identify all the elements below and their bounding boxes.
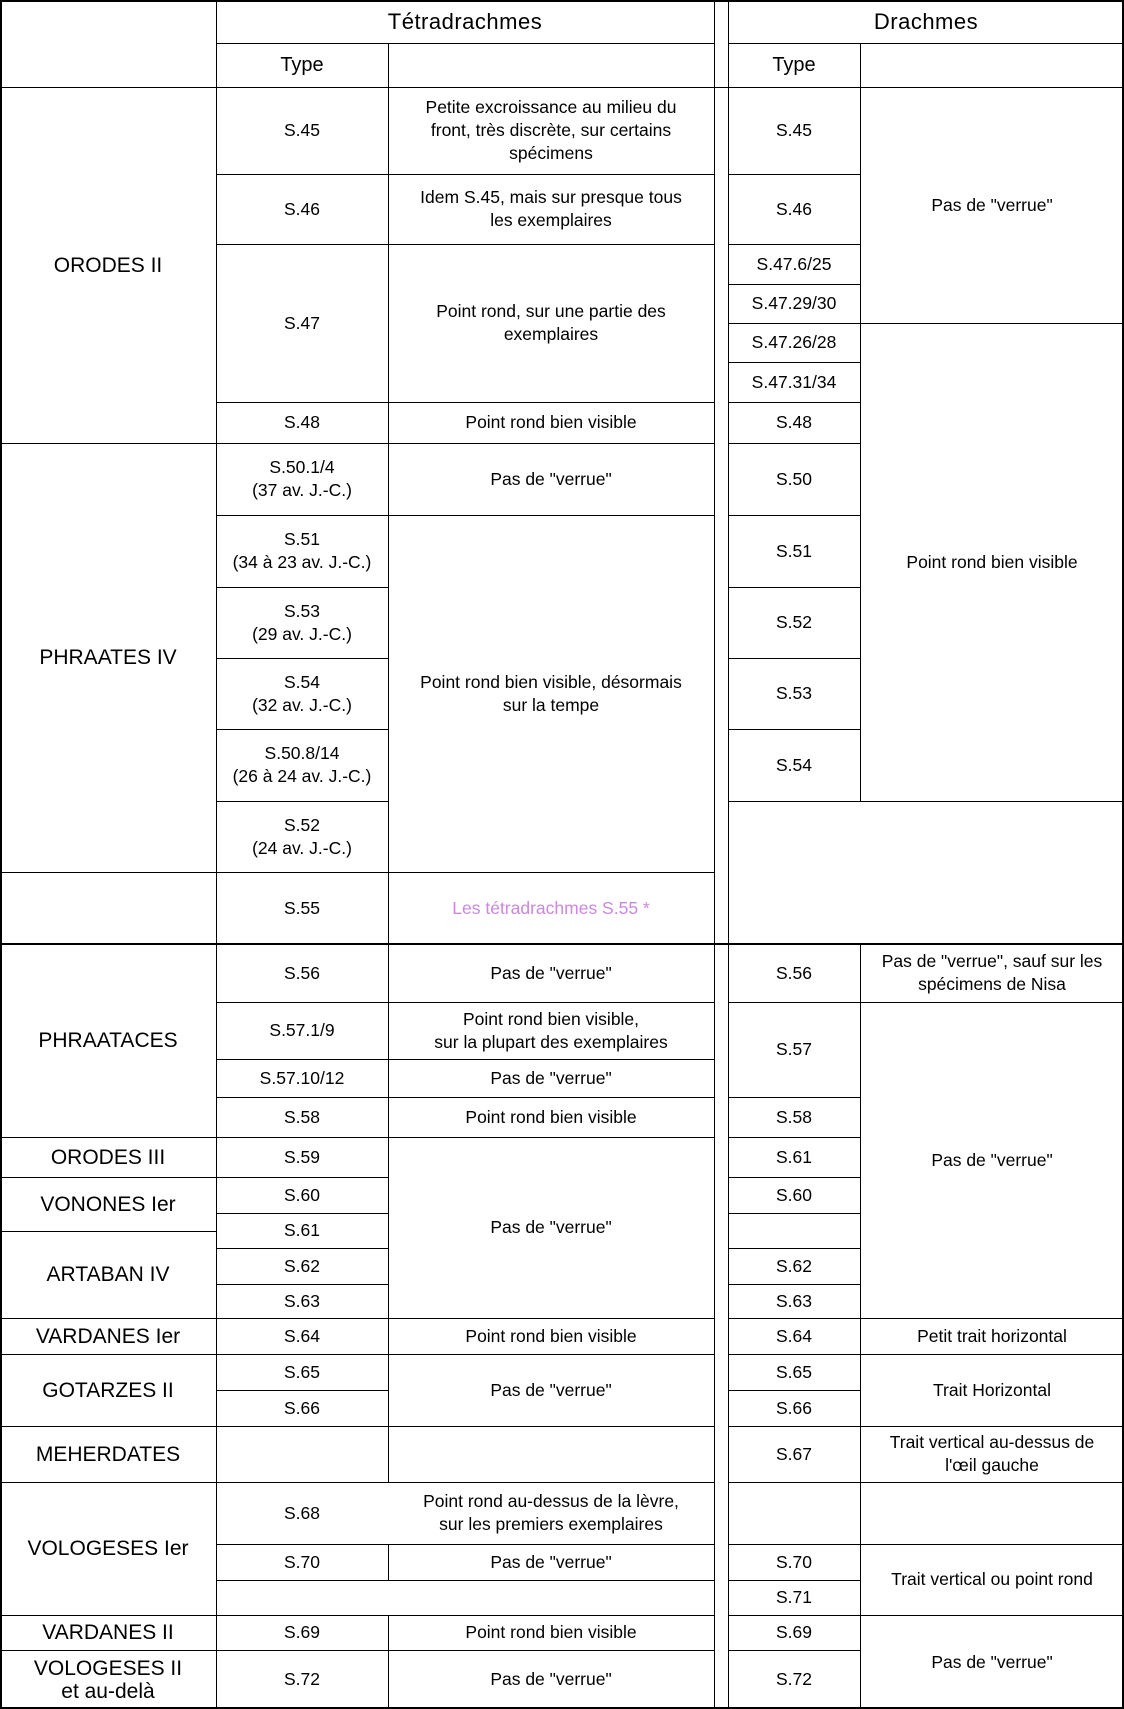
tetra-note-cell-16: Point rond bien visible xyxy=(465,1622,637,1642)
grid-line-h xyxy=(216,1426,388,1427)
tetra-note-cell-10: Point rond bien visible xyxy=(465,1106,637,1127)
grid-line-h xyxy=(216,1318,388,1319)
grid-line-h xyxy=(216,729,388,730)
grid-line-v xyxy=(860,43,861,801)
ruler-cell-5: VONONES Ier xyxy=(40,1192,176,1216)
tetra-type-cell-7: S.54 (32 av. J.-C.) xyxy=(252,671,352,715)
drach-type-cell-14: S.58 xyxy=(776,1106,812,1127)
drach-note-cell-5: Trait Horizontal xyxy=(933,1379,1051,1400)
grid-line-v xyxy=(860,944,861,1709)
grid-line-h xyxy=(216,1354,388,1355)
tetra-note-cell-15: Pas de "verrue" xyxy=(490,1551,612,1572)
grid-line-h xyxy=(216,244,388,245)
ruler-cell-3: PHRAATACES xyxy=(38,1029,178,1052)
header-type-drach: Type xyxy=(772,53,816,76)
grid-line-h xyxy=(388,1650,714,1651)
grid-line-h xyxy=(0,1231,216,1232)
grid-line-h xyxy=(728,729,860,730)
ruler-cell-8: GOTARZES II xyxy=(42,1378,174,1402)
tetra-type-cell-8: S.50.8/14 (26 à 24 av. J.-C.) xyxy=(232,743,372,786)
grid-line-h xyxy=(728,1544,1124,1545)
tetra-type-cell-20: S.64 xyxy=(284,1325,320,1346)
grid-line-h xyxy=(216,1213,388,1214)
grid-line-h xyxy=(216,1248,388,1249)
grid-line-v xyxy=(714,0,715,1709)
tetra-type-cell-11: S.56 xyxy=(284,962,320,983)
drach-note-cell-0: Pas de "verrue" xyxy=(931,194,1053,215)
grid-line-h xyxy=(216,443,388,444)
grid-line-h xyxy=(728,174,860,175)
ruler-cell-6: ARTABAN IV xyxy=(46,1263,170,1286)
grid-line-h xyxy=(728,1002,860,1003)
tetra-type-cell-19: S.63 xyxy=(284,1290,320,1311)
grid-line-h xyxy=(860,1426,1124,1427)
drach-type-cell-21: S.65 xyxy=(776,1361,812,1382)
grid-line-h xyxy=(388,1615,714,1616)
tetra-note-cell-6[interactable]: Les tétradrachmes S.55 * xyxy=(452,897,650,918)
grid-line-h xyxy=(728,1354,860,1355)
tetra-type-cell-15: S.59 xyxy=(284,1146,320,1167)
grid-line-h xyxy=(860,1482,1124,1483)
grid-line-h xyxy=(728,284,860,285)
grid-line-h xyxy=(728,1177,860,1178)
grid-line-h xyxy=(0,0,1124,2)
drach-type-cell-15: S.61 xyxy=(776,1146,812,1167)
grid-line-h xyxy=(728,323,860,324)
tetra-note-cell-5: Point rond bien visible, désormais sur la tempe xyxy=(420,671,682,715)
drach-type-cell-25: S.71 xyxy=(776,1587,812,1607)
grid-line-h xyxy=(728,1390,860,1391)
grid-line-h xyxy=(216,1177,388,1178)
grid-line-h xyxy=(728,515,860,516)
drach-type-cell-13: S.57 xyxy=(776,1039,812,1059)
ruler-cell-2 xyxy=(0,872,216,944)
grid-line-h xyxy=(728,1213,860,1214)
grid-line-h xyxy=(388,1482,714,1483)
grid-line-h xyxy=(388,1059,714,1060)
tetra-type-cell-0: S.45 xyxy=(284,120,320,140)
grid-line-h xyxy=(728,1426,860,1427)
drach-type-cell-1: S.46 xyxy=(776,198,812,219)
drach-note-cell-2: Pas de "verrue", sauf sur les spécimens de Nisa xyxy=(881,951,1103,994)
grid-line-h xyxy=(388,1426,714,1427)
grid-line-v xyxy=(216,0,217,1709)
grid-line-h xyxy=(0,1482,216,1483)
grid-line-h xyxy=(388,174,714,175)
drach-note-cell-4: Petit trait horizontal xyxy=(917,1325,1067,1346)
grid-line-h xyxy=(388,1137,714,1138)
grid-line-h xyxy=(216,43,714,44)
tetra-note-cell-17: Pas de "verrue" xyxy=(490,1669,612,1689)
grid-line-h xyxy=(728,1318,860,1319)
grid-line-h xyxy=(216,1650,388,1651)
tetra-note-cell-7: Pas de "verrue" xyxy=(490,962,612,983)
grid-line-h xyxy=(388,443,714,444)
grid-line-h xyxy=(216,658,388,659)
grid-line-h xyxy=(216,1482,388,1483)
grid-line-h xyxy=(728,587,860,588)
grid-line-h xyxy=(388,1544,714,1545)
tetra-type-cell-5: S.51 (34 à 23 av. J.-C.) xyxy=(232,529,372,572)
drach-type-cell-20: S.64 xyxy=(776,1325,812,1346)
ruler-cell-0: ORODES II xyxy=(53,253,163,277)
grid-line-h xyxy=(216,587,388,588)
ruler-cell-7: VARDANES Ier xyxy=(35,1324,181,1348)
grid-line-h xyxy=(216,1390,388,1391)
tetra-note-cell-13: Pas de "verrue" xyxy=(490,1379,612,1400)
grid-line-h xyxy=(216,872,388,873)
grid-line-h xyxy=(388,872,714,873)
tetra-type-cell-22: S.66 xyxy=(284,1397,320,1418)
grid-line-h xyxy=(728,1650,860,1651)
tetra-type-cell-2: S.47 xyxy=(284,312,320,333)
grid-line-h xyxy=(728,402,860,403)
grid-line-h xyxy=(728,362,860,363)
tetra-type-cell-1: S.46 xyxy=(284,198,320,219)
grid-line-h xyxy=(216,1059,388,1060)
tetra-note-cell-14: Point rond au-dessus de la lèvre, sur les premiers exemplaires xyxy=(423,1491,679,1534)
grid-line-h xyxy=(388,402,714,403)
grid-line-v xyxy=(388,1544,389,1580)
tetra-type-cell-23: S.68 xyxy=(284,1502,320,1523)
drach-type-cell-18: S.62 xyxy=(776,1255,812,1276)
grid-line-h xyxy=(216,1137,388,1138)
grid-line-h xyxy=(0,1650,216,1651)
grid-line-h xyxy=(216,1615,388,1616)
drach-type-cell-19: S.63 xyxy=(776,1290,812,1311)
grid-line-h xyxy=(388,1354,714,1355)
tetra-type-cell-26: S.72 xyxy=(284,1669,320,1689)
grid-line-h xyxy=(216,801,388,802)
grid-line-h xyxy=(860,1354,1124,1355)
grid-line-h xyxy=(728,244,860,245)
grid-line-h xyxy=(728,443,860,444)
grid-line-h xyxy=(860,1002,1124,1003)
grid-line-h xyxy=(216,174,388,175)
grid-line-h xyxy=(728,658,860,659)
grid-line-v xyxy=(728,0,729,1709)
tetra-type-cell-21: S.65 xyxy=(284,1361,320,1382)
drach-type-cell-9: S.52 xyxy=(776,612,812,632)
ruler-cell-11: VARDANES II xyxy=(42,1621,174,1644)
drach-type-cell-24: S.70 xyxy=(776,1551,812,1572)
ruler-cell-1: PHRAATES IV xyxy=(39,646,177,669)
grid-line-h xyxy=(216,1002,388,1003)
tetra-type-cell-3: S.48 xyxy=(284,412,320,432)
drach-type-cell-7: S.50 xyxy=(776,468,812,489)
grid-line-h xyxy=(728,1580,860,1581)
tetra-note-cell-2: Point rond, sur une partie des exemplaires xyxy=(436,301,666,344)
drach-type-cell-26: S.69 xyxy=(776,1622,812,1642)
grid-line-h xyxy=(0,1177,216,1178)
grid-line-h xyxy=(388,515,714,516)
drach-type-cell-0: S.45 xyxy=(776,120,812,140)
grid-line-h xyxy=(216,1580,714,1581)
drach-type-cell-27: S.72 xyxy=(776,1669,812,1689)
header-drachmes: Drachmes xyxy=(873,9,979,34)
drach-note-cell-1: Point rond bien visible xyxy=(906,551,1078,572)
grid-line-h xyxy=(216,515,388,516)
ruler-cell-10: VOLOGESES Ier xyxy=(27,1537,189,1560)
tetra-type-cell-16: S.60 xyxy=(284,1184,320,1205)
grid-line-h xyxy=(728,1097,860,1098)
tetra-type-cell-25: S.69 xyxy=(284,1622,320,1642)
grid-line-h xyxy=(860,1318,1124,1319)
drach-type-cell-22: S.66 xyxy=(776,1397,812,1418)
grid-line-h xyxy=(388,1002,714,1003)
drach-type-cell-3: S.47.29/30 xyxy=(751,293,837,313)
drach-type-cell-12: S.56 xyxy=(776,962,812,983)
drach-type-cell-6: S.48 xyxy=(776,412,812,432)
tetra-type-cell-18: S.62 xyxy=(284,1255,320,1276)
tetra-type-cell-10: S.55 xyxy=(284,897,320,918)
header-tetradrachmes: Tétradrachmes xyxy=(387,9,543,34)
tetra-type-cell-14: S.58 xyxy=(284,1106,320,1127)
grid-line-h xyxy=(0,1354,216,1355)
grid-line-h xyxy=(0,443,216,444)
grid-line-h xyxy=(860,323,1124,324)
tetra-note-cell-0: Petite excroissance au milieu du front, très discrète, sur certains spécimens xyxy=(425,97,677,163)
grid-line-h xyxy=(0,1615,216,1616)
drach-type-cell-23: S.67 xyxy=(776,1443,812,1464)
grid-line-h xyxy=(728,1482,860,1483)
grid-line-h xyxy=(728,43,1124,44)
grid-line-h xyxy=(728,1615,860,1616)
drach-type-cell-10: S.53 xyxy=(776,683,812,703)
tetra-type-cell-4: S.50.1/4 (37 av. J.-C.) xyxy=(252,457,352,500)
ruler-cell-9: MEHERDATES xyxy=(35,1442,181,1466)
drach-note-cell-7: Trait vertical ou point rond xyxy=(891,1569,1093,1589)
tetra-type-cell-6: S.53 (29 av. J.-C.) xyxy=(252,600,352,644)
tetra-note-cell-9: Pas de "verrue" xyxy=(490,1067,612,1088)
grid-line-v xyxy=(388,1615,389,1709)
grid-line-v xyxy=(388,43,389,1482)
grid-line-h xyxy=(216,1284,388,1285)
tetra-note-cell-12: Point rond bien visible xyxy=(465,1325,637,1346)
tetra-note-cell-8: Point rond bien visible, sur la plupart des exemplaires xyxy=(434,1008,668,1052)
grid-line-h xyxy=(728,1284,860,1285)
grid-line-h xyxy=(388,1318,714,1319)
drach-type-cell-2: S.47.6/25 xyxy=(756,253,832,274)
drach-type-cell-16: S.60 xyxy=(776,1184,812,1205)
drach-type-cell-4: S.47.26/28 xyxy=(751,332,837,352)
tetra-note-cell-4: Pas de "verrue" xyxy=(490,468,612,489)
drach-type-cell-8: S.51 xyxy=(776,540,812,561)
tetra-type-cell-24: S.70 xyxy=(284,1551,320,1572)
grid-line-h xyxy=(0,1137,216,1138)
grid-line-h xyxy=(0,87,1124,88)
grid-line-h xyxy=(0,872,216,873)
grid-line-h xyxy=(0,1426,216,1427)
grid-line-v xyxy=(0,0,2,1709)
tetra-note-cell-3: Point rond bien visible xyxy=(465,412,637,432)
tetra-type-cell-13: S.57.10/12 xyxy=(259,1067,345,1088)
drach-type-cell-5: S.47.31/34 xyxy=(751,371,837,392)
grid-line-h xyxy=(728,801,1124,802)
tetra-type-cell-12: S.57.1/9 xyxy=(269,1020,335,1040)
grid-line-h xyxy=(0,1318,216,1319)
grid-line-h xyxy=(860,1615,1124,1616)
tetra-note-cell-11: Pas de "verrue" xyxy=(490,1217,612,1237)
grid-line-h xyxy=(216,1544,388,1545)
grid-line-h xyxy=(0,943,1124,945)
tetra-type-cell-17: S.61 xyxy=(284,1220,320,1240)
ruler-cell-4: ORODES III xyxy=(50,1145,166,1169)
tetra-note-cell-1: Idem S.45, mais sur presque tous les exemplaires xyxy=(420,187,682,230)
drach-type-cell-17 xyxy=(728,1213,860,1248)
grid-line-h xyxy=(216,402,388,403)
grid-line-h xyxy=(728,1137,860,1138)
drach-type-cell-11: S.54 xyxy=(776,754,812,775)
grid-line-h xyxy=(388,244,714,245)
drach-note-cell-6: Trait vertical au-dessus de l'œil gauche xyxy=(889,1432,1095,1475)
grid-line-h xyxy=(388,1097,714,1098)
drach-note-cell-3: Pas de "verrue" xyxy=(931,1149,1053,1170)
drach-note-cell-8: Pas de "verrue" xyxy=(931,1651,1053,1672)
grid-line-h xyxy=(216,1097,388,1098)
tetra-type-cell-9: S.52 (24 av. J.-C.) xyxy=(252,814,352,858)
grid-line-h xyxy=(728,1248,860,1249)
ruler-cell-12: VOLOGESES II et au-delà xyxy=(33,1656,183,1703)
header-type-tetra: Type xyxy=(280,53,324,76)
